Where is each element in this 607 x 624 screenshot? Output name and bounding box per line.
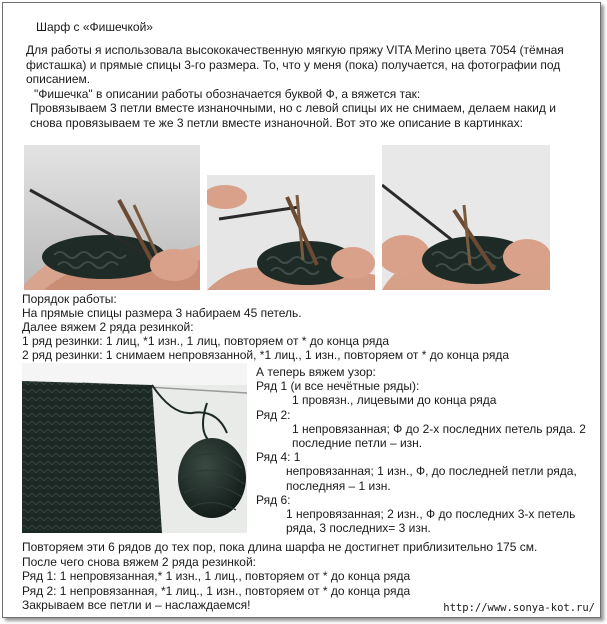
intro-trick-method: Провязываем 3 петли вместе изнаночными, но с левой спицы их не снимаем, делаем накид и снова провязываем те же 3 петли вместе изнаночной. Вот это же описание в картинках: [30, 101, 556, 130]
intro-trick-definition: "Фишечка" в описании работы обозначается буквой Ф, а вяжется так: [34, 86, 421, 101]
step-photo-1 [24, 145, 200, 290]
row-6-label: Ряд 6: [256, 492, 291, 507]
intro-text [26, 43, 586, 131]
final-line: Закрываем все петли и – наслаждаемся! [22, 598, 251, 613]
order-heading: Порядок работы: [22, 292, 117, 306]
page-title: Шарф с «Фишечкой» [36, 20, 153, 34]
order-line: 2 ряд резинки: 1 снимаем непровязанной, *1 лиц., 1 изн., повторяем от * до конца ряда [22, 348, 510, 362]
row-6-text: 1 непровязанная; 2 изн., Ф до последних 3-х петель ряда, 3 последних= 3 изн. [286, 507, 576, 536]
order-line: 1 ряд резинки: 1 лиц, *1 изн., 1 лиц, повторяем от * до конца ряда [22, 334, 390, 348]
row-2-label: Ряд 2: [256, 407, 291, 422]
row-1-text: 1 провязн., лицевыми до конца ряда [292, 393, 497, 408]
order-line: На прямые спицы размера 3 набираем 45 петель. [22, 306, 302, 320]
pattern-heading: А теперь вяжем узор: [256, 365, 376, 379]
final-line: Ряд 2: 1 непровязанная, *1 лиц., 1 изн., повторяем от * до конца ряда [22, 583, 411, 598]
scarf-photo [22, 363, 247, 533]
intro-paragraph: Для работы я использовала высококачественную мягкую пряжу VITA Merino цвета 7054 (тёмная фисташка) и прямые спицы 3-го размера. То, что у меня (пока) получается, на фотографии под описанием. [26, 43, 564, 87]
final-line: Повторяем эти 6 рядов до тех пор, пока длина шарфа не достигнет приблизительно 175 см. [22, 540, 538, 554]
source-url: http://www.sonya-kot.ru/ [443, 602, 595, 614]
pattern-instructions [256, 365, 596, 535]
final-line: Ряд 1: 1 непровязанная,* 1 изн., 1 лиц., повторяем от * до конца ряда [22, 569, 411, 584]
final-line: После чего снова вяжем 2 ряда резинкой: [22, 554, 256, 569]
step-photo-3 [382, 145, 550, 290]
order-line: Далее вяжем 2 ряда резинкой: [22, 320, 194, 334]
step-photo-2 [207, 175, 375, 290]
work-order [22, 292, 562, 362]
row-4-text: непровязанная; 1 изн., Ф, до последней петли ряда, последняя – 1 изн. [286, 464, 577, 493]
row-4-label: Ряд 4: 1 [256, 450, 301, 465]
row-1-label: Ряд 1 (и все нечётные ряды): [256, 379, 420, 394]
row-2-text: 1 непровязанная; Ф до 2-х последних петель ряда. 2 последние петли – изн. [292, 421, 586, 451]
